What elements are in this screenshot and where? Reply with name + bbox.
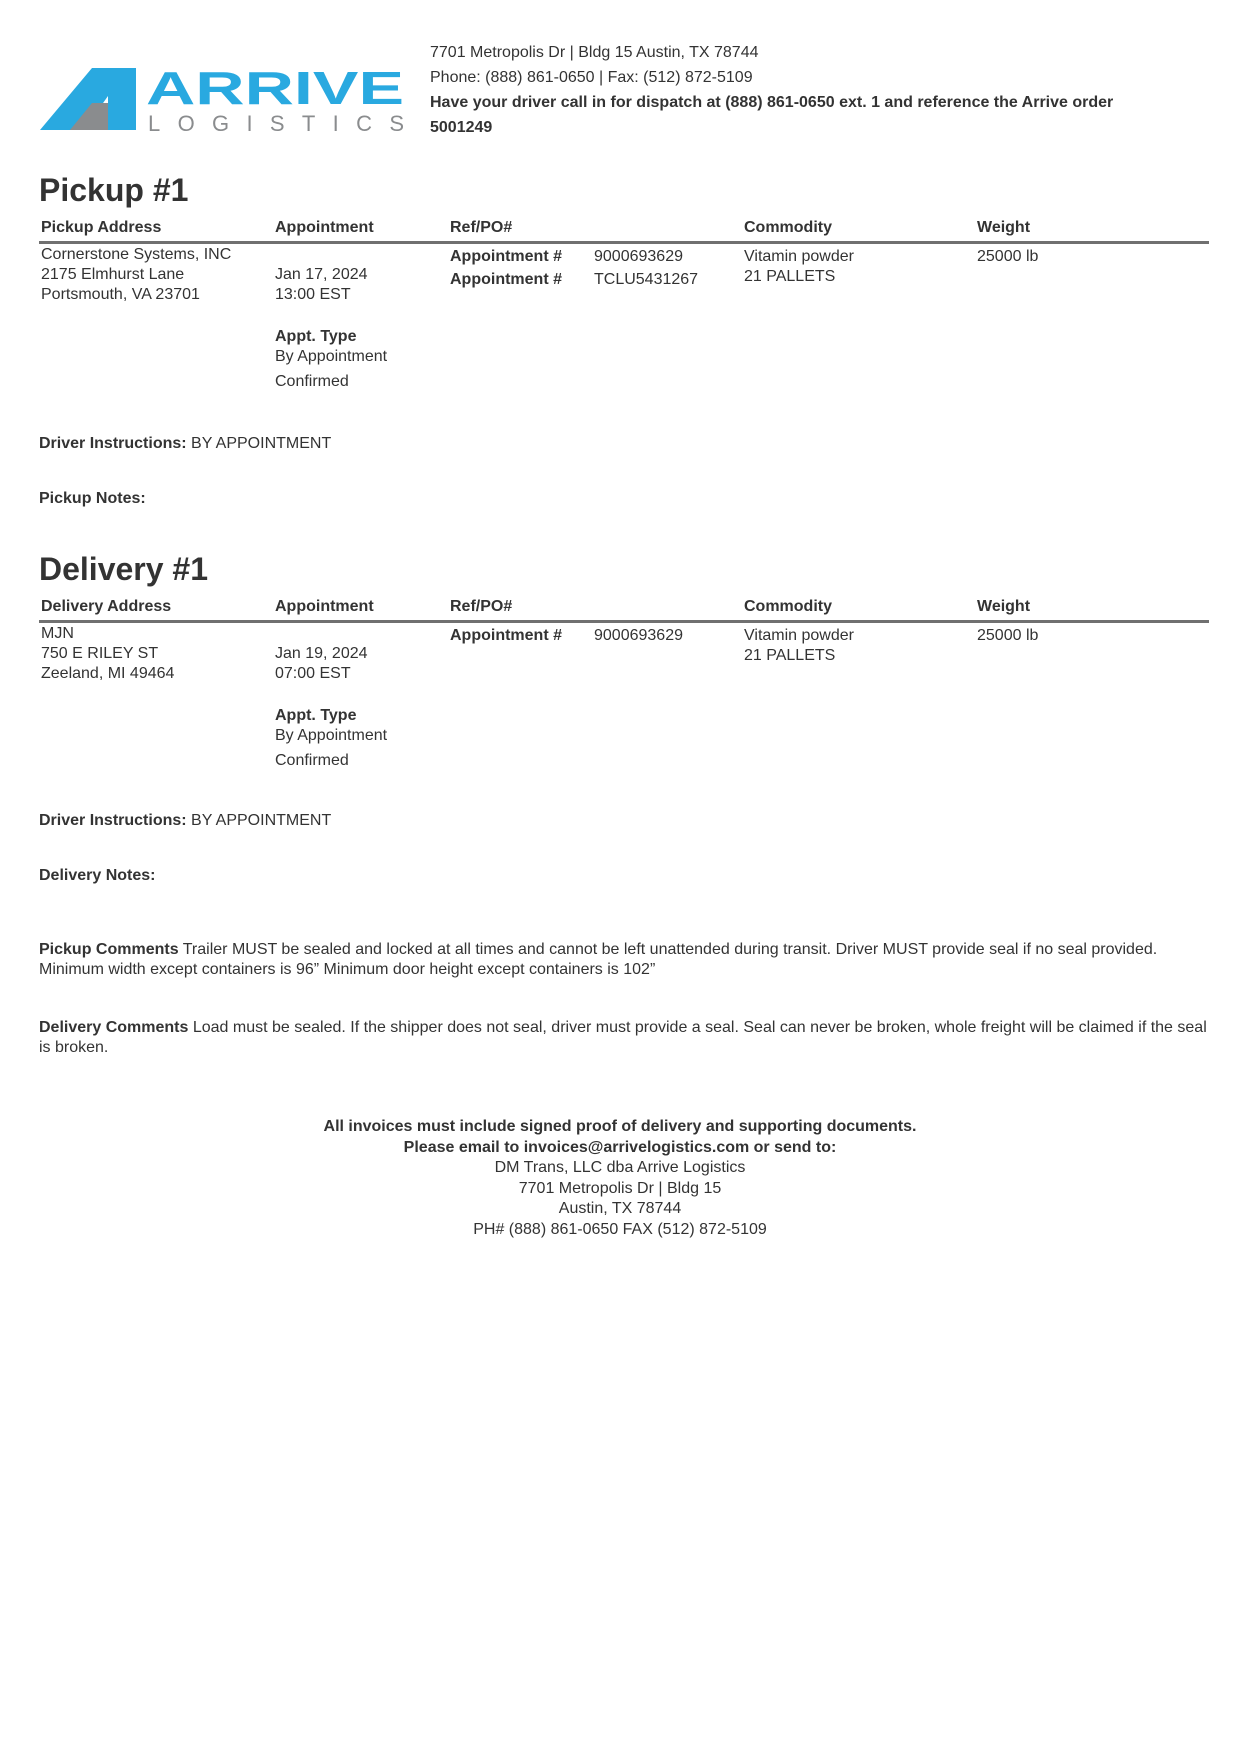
pickup-appt-type-label: Appt. Type [275,328,357,345]
remit-phone: PH# (888) 861-0650 FAX (512) 872-5109 [473,1220,767,1238]
delivery-instructions-label: Driver Instructions: [39,812,187,829]
delivery-notes-label: Delivery Notes: [39,867,156,884]
ref-value: 9000693629 [594,248,683,265]
logo-subword: LOGISTICS [148,111,404,136]
remit-city: Austin, TX 78744 [558,1200,682,1217]
pickup-appt-date: Jan 17, 2024 [275,266,368,283]
pickup-notes-label: Pickup Notes: [39,490,146,507]
delivery-comments-label: Delivery Comments [39,1019,189,1036]
delivery-driver-instructions [39,812,331,830]
pickup-appt-time: 13:00 EST [275,286,351,303]
invoice-email-line: Please email to invoices@arrivelogistics.com or send to: [403,1138,837,1156]
pickup-refs [450,247,730,293]
pickup-quantity: 21 PALLETS [744,268,836,285]
appointment-header: Appointment [275,219,374,236]
ref-value: TCLU5431267 [594,271,699,288]
pickup-instructions-label: Driver Instructions: [39,435,187,452]
delivery-notes [39,867,156,885]
pickup-weight: 25000 lb [977,248,1039,265]
pickup-notes [39,490,146,508]
delivery-address [41,624,174,684]
company-header [430,40,1170,140]
order-number: 5001249 [430,119,493,136]
delivery-quantity: 21 PALLETS [744,647,836,664]
delivery-appt-time: 07:00 EST [275,665,351,682]
delivery-street: 750 E RILEY ST [41,645,159,662]
ref-label: Appointment # [450,248,562,265]
pickup-address-header: Pickup Address [41,219,162,236]
appointment-header: Appointment [275,598,374,615]
delivery-table-header [39,596,1209,623]
pickup-comments-text: Trailer MUST be sealed and locked at all times and cannot be left unattended during transit. Driver MUST provide seal if no seal provided. Minimum width except containers is 96” Minimum door height except containers is 102” [39,941,1158,978]
remit-company: DM Trans, LLC dba Arrive Logistics [494,1159,746,1176]
ref-entry [450,626,730,649]
logo-word: ARRIVE [146,68,404,114]
ref-entry [450,270,730,293]
pickup-comments-label: Pickup Comments [39,941,179,958]
delivery-appt-status: Confirmed [275,752,349,769]
ref-header: Ref/PO# [450,598,513,615]
pickup-table-header [39,217,1209,244]
delivery-instructions-value: BY APPOINTMENT [191,812,332,829]
pickup-appt-type: By Appointment [275,348,388,365]
pickup-instructions-value: BY APPOINTMENT [191,435,332,452]
pickup-address [41,245,231,305]
company-address: 7701 Metropolis Dr | Bldg 15 Austin, TX 78744 [430,44,759,61]
pickup-city: Portsmouth, VA 23701 [41,286,200,303]
pickup-commodity [744,247,854,287]
delivery-commodity-name: Vitamin powder [744,627,854,644]
delivery-commodity [744,626,854,666]
delivery-company: MJN [41,625,74,642]
weight-header: Weight [977,598,1031,615]
ref-header: Ref/PO# [450,219,513,236]
ref-label: Appointment # [450,627,562,644]
ref-entry [450,247,730,270]
pickup-appointment [275,265,387,396]
commodity-header: Commodity [744,598,832,615]
arrive-logistics-logo [40,68,406,136]
delivery-address-header: Delivery Address [41,598,172,615]
delivery-comments [39,1018,1214,1058]
delivery-comments-text: Load must be sealed. If the shipper does not seal, driver must provide a seal. Seal can never be broken, whole freight will be claimed if the seal is broken. [39,1019,1207,1056]
pickup-appt-status: Confirmed [275,373,349,390]
pickup-street: 2175 Elmhurst Lane [41,266,185,283]
pickup-company: Cornerstone Systems, INC [41,246,232,263]
company-phone: Phone: (888) 861-0650 | Fax: (512) 872-5109 [430,69,753,86]
delivery-refs [450,626,730,649]
pickup-driver-instructions [39,435,331,453]
delivery-appt-type: By Appointment [275,727,388,744]
delivery-appointment [275,644,387,775]
dispatch-instruction: Have your driver call in for dispatch at (888) 861-0650 ext. 1 and reference the Arrive order [430,94,1114,111]
ref-label: Appointment # [450,271,562,288]
delivery-weight: 25000 lb [977,627,1039,644]
ref-value: 9000693629 [594,627,683,644]
delivery-city: Zeeland, MI 49464 [41,665,175,682]
pickup-title: Pickup #1 [39,172,189,208]
remit-street: 7701 Metropolis Dr | Bldg 15 [518,1179,722,1197]
pickup-comments [39,940,1214,980]
invoice-requirement: All invoices must include signed proof of delivery and supporting documents. [323,1118,917,1135]
delivery-appt-date: Jan 19, 2024 [275,645,368,662]
pickup-commodity-name: Vitamin powder [744,248,854,265]
delivery-title: Delivery #1 [39,551,209,587]
delivery-appt-type-label: Appt. Type [275,707,357,724]
weight-header: Weight [977,219,1031,236]
commodity-header: Commodity [744,219,832,236]
invoice-footer [0,1117,1240,1240]
